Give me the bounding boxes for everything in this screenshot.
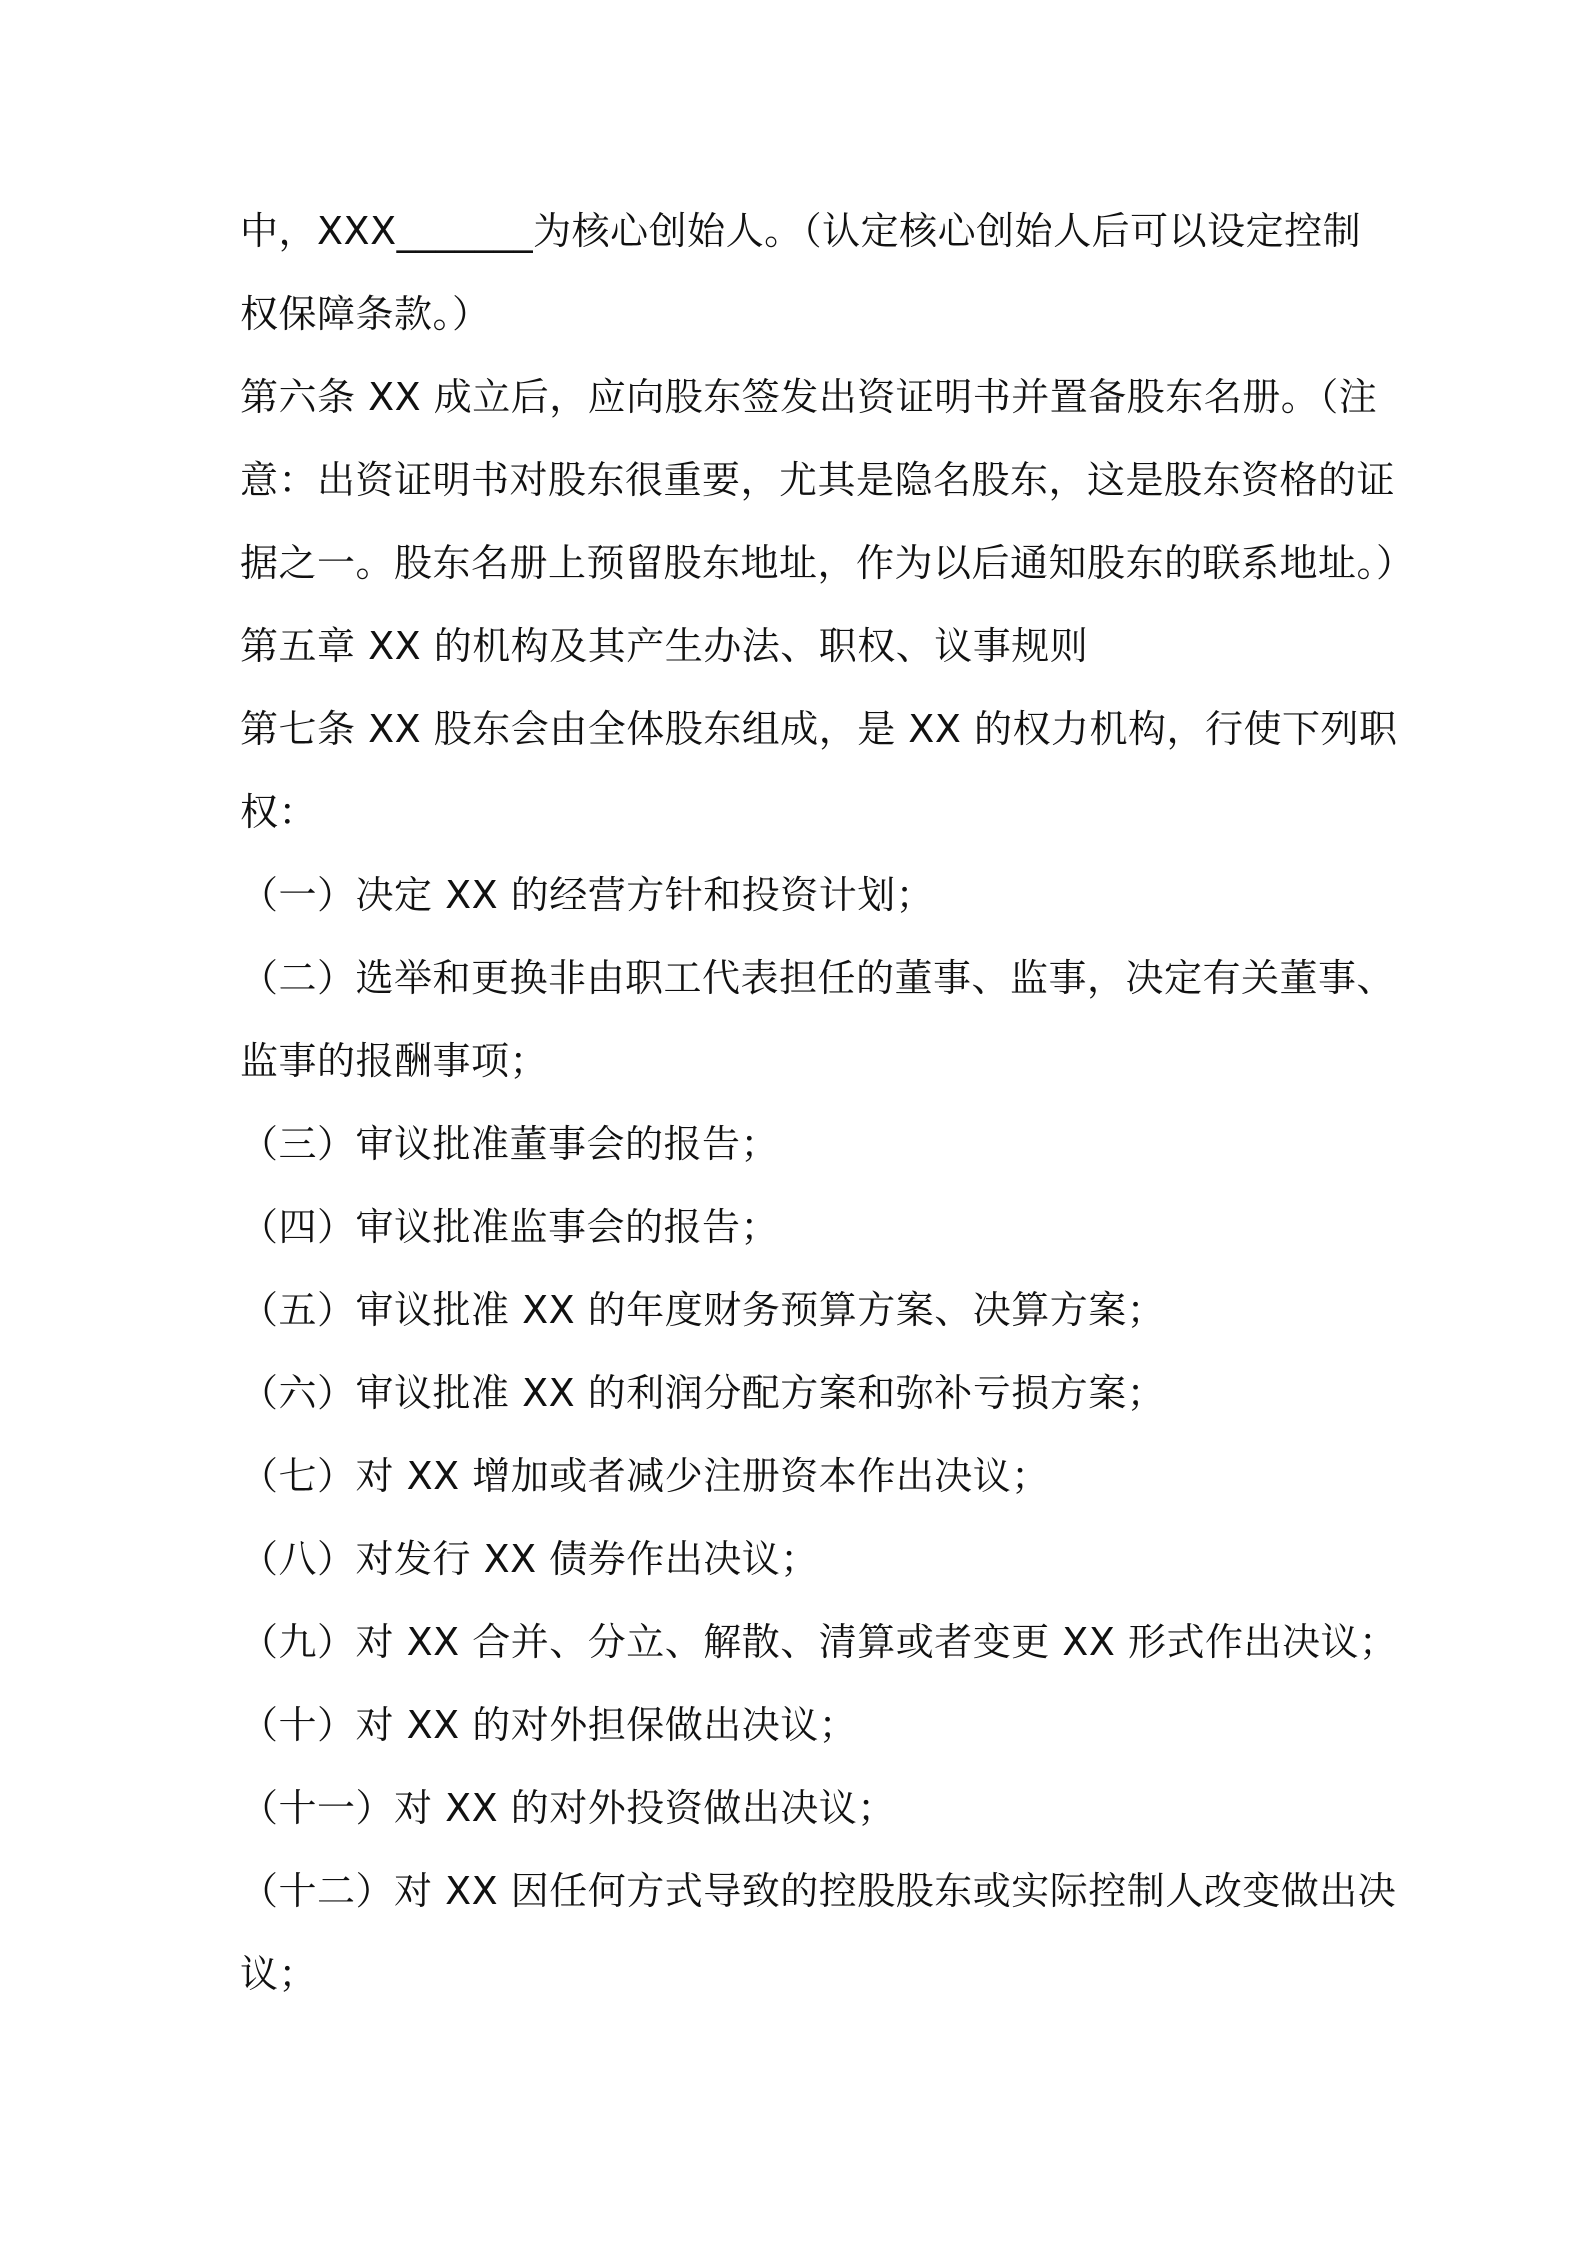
list-item: （七）对 XX 增加或者减少注册资本作出决议； <box>240 1454 1050 1498</box>
text-line: 监事的报酬事项； <box>240 1039 549 1083</box>
text-line: 据之一。股东名册上预留股东地址，作为以后通知股东的联系地址。） <box>240 541 1415 585</box>
list-item: （六）审议批准 XX 的利润分配方案和弥补亏损方案； <box>240 1371 1166 1415</box>
chapter-5-heading: 第五章 XX 的机构及其产生办法、职权、议事规则 <box>240 624 1089 668</box>
list-item: （十二）对 XX 因任何方式导致的控股股东或实际控制人改变做出决 <box>240 1869 1397 1913</box>
list-item: （二）选举和更换非由职工代表担任的董事、监事，决定有关董事、 <box>240 956 1396 1000</box>
text-line: 意：出资证明书对股东很重要，尤其是隐名股东，这是股东资格的证 <box>240 458 1396 502</box>
article-7-heading: 第七条 XX 股东会由全体股东组成，是 XX 的权力机构，行使下列职 <box>240 707 1398 751</box>
list-item: （三）审议批准董事会的报告； <box>240 1122 780 1166</box>
list-item: （十）对 XX 的对外担保做出决议； <box>240 1703 858 1747</box>
list-item: （四）审议批准监事会的报告； <box>240 1205 780 1249</box>
list-item: （九）对 XX 合并、分立、解散、清算或者变更 XX 形式作出决议； <box>240 1620 1398 1664</box>
text-line: 议； <box>240 1952 318 1996</box>
list-item: （十一）对 XX 的对外投资做出决议； <box>240 1786 896 1830</box>
list-item: （八）对发行 XX 债券作出决议； <box>240 1537 819 1581</box>
text-line: 权： <box>240 790 318 834</box>
list-item: （五）审议批准 XX 的年度财务预算方案、决算方案； <box>240 1288 1166 1332</box>
text-line: 中，XXX_______为核心创始人。（认定核心创始人后可以设定控制 <box>240 209 1362 253</box>
text-line: 权保障条款。） <box>240 292 491 336</box>
list-item: （一）决定 XX 的经营方针和投资计划； <box>240 873 935 917</box>
article-6-heading: 第六条 XX 成立后，应向股东签发出资证明书并置备股东名册。（注 <box>240 375 1378 419</box>
